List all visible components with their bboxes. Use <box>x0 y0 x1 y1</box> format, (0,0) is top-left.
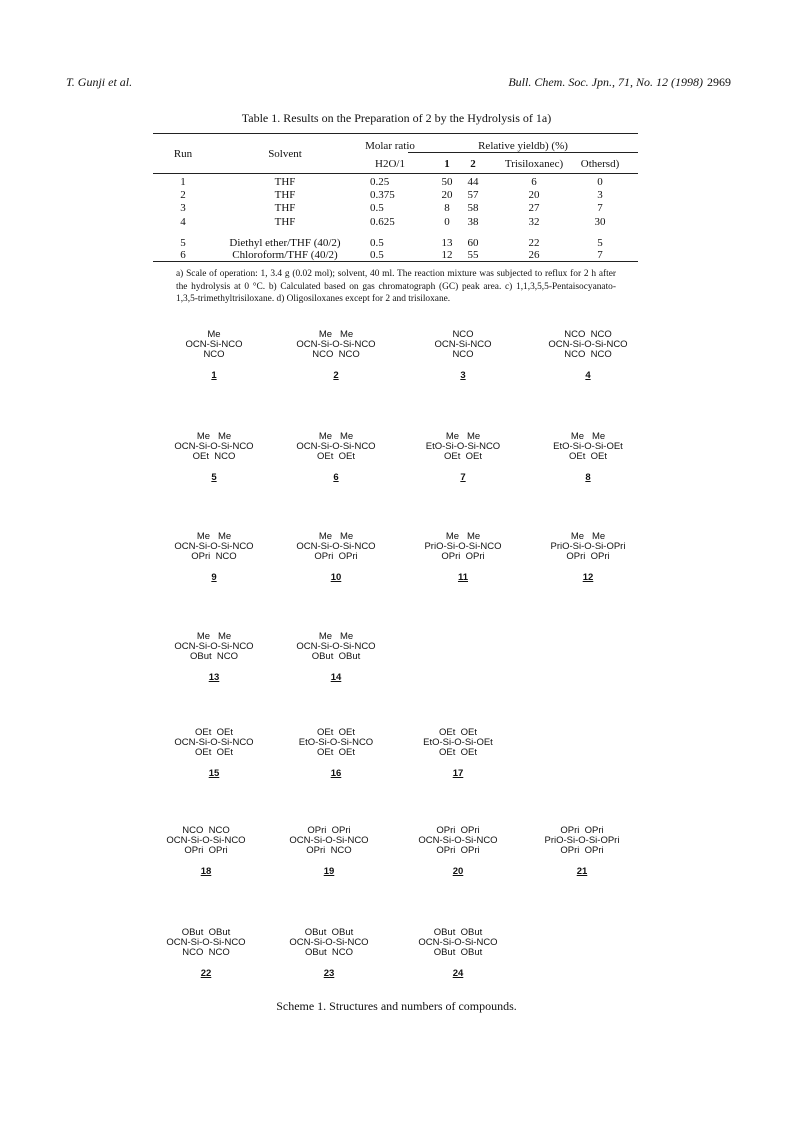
compound-bottom: OEt OEt <box>443 451 482 462</box>
header-journal: Bull. Chem. Soc. Jpn., 71, No. 12 (1998) <box>508 75 703 89</box>
compound-main: OCN-Si-O-Si-NCO <box>296 441 376 452</box>
compound-number: 16 <box>330 768 342 779</box>
compound-bottom: OPri OPri <box>441 551 485 562</box>
compound-top: Me Me <box>318 329 354 340</box>
compound-number: 1 <box>211 370 217 381</box>
compound-number: 6 <box>333 472 339 483</box>
compound-number: 5 <box>211 472 217 483</box>
compound-number: 20 <box>452 866 464 877</box>
cell-others: 7 <box>597 202 603 214</box>
compound-bottom: NCO NCO <box>564 349 612 360</box>
scheme-caption: Scheme 1. Structures and numbers of compounds. <box>276 999 517 1013</box>
compound-bottom: OPri OPri <box>436 845 480 856</box>
cell-ratio: 0.5 <box>370 249 384 261</box>
header-journal-block <box>508 75 731 90</box>
cell-yield-1: 0 <box>444 216 450 228</box>
cell-run: 6 <box>180 249 186 261</box>
header-run: Run <box>173 148 193 160</box>
compound-main: OCN-Si-O-Si-NCO <box>548 339 628 350</box>
cell-ratio: 0.625 <box>370 216 395 228</box>
compound-top: OEt OEt <box>194 727 233 738</box>
compound-main: OCN-Si-NCO <box>185 339 243 350</box>
compound-bottom: NCO <box>452 349 474 360</box>
cell-yield-2: 38 <box>467 216 479 228</box>
compound-main: OCN-Si-O-Si-NCO <box>174 641 254 652</box>
compound-top: OEt OEt <box>438 727 477 738</box>
compound-11 <box>393 532 533 583</box>
cell-solvent: Diethyl ether/THF (40/2) <box>229 237 341 249</box>
compound-14 <box>266 632 406 683</box>
compound-15 <box>144 728 284 779</box>
running-header <box>66 75 731 91</box>
compound-16 <box>266 728 406 779</box>
compound-8 <box>518 432 658 483</box>
cell-trisiloxane: 22 <box>528 237 540 249</box>
compound-main: EtO-Si-O-Si-OEt <box>553 441 623 452</box>
compound-top: NCO <box>452 329 474 340</box>
compound-top: Me Me <box>570 431 606 442</box>
cell-others: 7 <box>597 249 603 261</box>
cell-trisiloxane: 32 <box>528 216 540 228</box>
compound-number: 12 <box>582 572 594 583</box>
compound-2 <box>266 330 406 381</box>
compound-7 <box>393 432 533 483</box>
cell-ratio: 0.25 <box>370 176 390 188</box>
compound-24 <box>388 928 528 979</box>
compound-bottom: NCO NCO <box>312 349 360 360</box>
compound-19 <box>259 826 399 877</box>
compound-top: OBut OBut <box>181 927 231 938</box>
cell-run: 2 <box>180 189 186 201</box>
compound-number: 21 <box>576 866 588 877</box>
compound-top: Me Me <box>445 431 481 442</box>
compound-18 <box>136 826 276 877</box>
compound-number: 8 <box>585 472 591 483</box>
compound-21 <box>512 826 652 877</box>
cell-ratio: 0.375 <box>370 189 395 201</box>
compound-5 <box>144 432 284 483</box>
compound-top: Me Me <box>445 531 481 542</box>
compound-top: Me Me <box>196 531 232 542</box>
compound-9 <box>144 532 284 583</box>
compound-bottom: OPri NCO <box>306 845 352 856</box>
cell-run: 3 <box>180 202 186 214</box>
table-rule-top <box>153 133 638 134</box>
cell-yield-1: 13 <box>441 237 453 249</box>
page-number: 2969 <box>707 75 731 89</box>
compound-number: 23 <box>323 968 335 979</box>
compound-number: 24 <box>452 968 464 979</box>
compound-number: 10 <box>330 572 342 583</box>
compound-main: EtO-Si-O-Si-OEt <box>423 737 493 748</box>
compound-top: NCO NCO <box>182 825 230 836</box>
cell-run: 1 <box>180 176 186 188</box>
cell-trisiloxane: 27 <box>528 202 540 214</box>
compound-main: OCN-Si-O-Si-NCO <box>174 737 254 748</box>
compound-bottom: OPri OPri <box>566 551 610 562</box>
compound-number: 7 <box>460 472 466 483</box>
compound-top: Me <box>207 329 221 340</box>
cell-solvent: THF <box>274 189 296 201</box>
table-rule-bottom <box>153 261 638 262</box>
compound-top: OBut OBut <box>304 927 354 938</box>
compound-top: OBut OBut <box>433 927 483 938</box>
cell-yield-2: 58 <box>467 202 479 214</box>
table-caption: Table 1. Results on the Preparation of 2 by the Hydrolysis of 1a) <box>241 111 552 125</box>
compound-bottom: OPri OPri <box>560 845 604 856</box>
cell-solvent: THF <box>274 216 296 228</box>
cell-trisiloxane: 26 <box>528 249 540 261</box>
compound-top: Me Me <box>196 431 232 442</box>
compound-top: OEt OEt <box>316 727 355 738</box>
compound-main: OCN-Si-O-Si-NCO <box>296 541 376 552</box>
compound-main: OCN-Si-O-Si-NCO <box>289 835 369 846</box>
compound-20 <box>388 826 528 877</box>
compound-number: 9 <box>211 572 217 583</box>
compound-number: 4 <box>585 370 591 381</box>
cell-ratio: 0.5 <box>370 237 384 249</box>
cell-ratio: 0.5 <box>370 202 384 214</box>
cell-trisiloxane: 6 <box>531 176 537 188</box>
compound-main: OCN-Si-O-Si-NCO <box>296 339 376 350</box>
cell-yield-1: 50 <box>441 176 453 188</box>
table-rule-yield <box>408 152 638 153</box>
compound-main: OCN-Si-O-Si-NCO <box>418 937 498 948</box>
header-trisiloxane: Trisiloxanec) <box>504 158 564 170</box>
compound-17 <box>388 728 528 779</box>
table-rule-header <box>153 173 638 174</box>
compound-bottom: OEt OEt <box>316 451 355 462</box>
cell-solvent: THF <box>274 176 296 188</box>
compound-main: OCN-Si-O-Si-NCO <box>418 835 498 846</box>
compound-main: PriO-Si-O-Si-OPri <box>544 835 620 846</box>
cell-yield-1: 8 <box>444 202 450 214</box>
compound-main: OCN-Si-O-Si-NCO <box>174 541 254 552</box>
compound-bottom: OPri OPri <box>314 551 358 562</box>
table-footnote: a) Scale of operation: 1, 3.4 g (0.02 mol); solvent, 40 ml. The reaction mixture was subjected to reflux for 2 h after the hydrolysis at 0 °C. b) Calculated based on gas chromatograph (GC) peak area. c) 1,1,3,5,5-Pentaisocyanato-1,3,5-trimethyltrisiloxane. d) Oligosiloxanes except for 2 and trisiloxane. <box>176 269 616 305</box>
compound-number: 11 <box>457 572 469 583</box>
header-col-1: 1 <box>444 158 450 170</box>
compound-bottom: OEt NCO <box>192 451 236 462</box>
compound-top: Me Me <box>196 631 232 642</box>
compound-main: OCN-Si-O-Si-NCO <box>296 641 376 652</box>
compound-number: 3 <box>460 370 466 381</box>
cell-solvent: THF <box>274 202 296 214</box>
compound-main: OCN-Si-O-Si-NCO <box>166 937 246 948</box>
cell-yield-2: 55 <box>467 249 479 261</box>
cell-yield-2: 44 <box>467 176 479 188</box>
compound-23 <box>259 928 399 979</box>
compound-bottom: OEt OEt <box>194 747 233 758</box>
compound-bottom: OEt OEt <box>568 451 607 462</box>
compound-bottom: OPri OPri <box>184 845 228 856</box>
compound-3 <box>393 330 533 381</box>
compound-bottom: OBut NCO <box>189 651 239 662</box>
compound-main: EtO-Si-O-Si-NCO <box>298 737 374 748</box>
cell-run: 4 <box>180 216 186 228</box>
compound-bottom: OEt OEt <box>316 747 355 758</box>
header-authors: T. Gunji et al. <box>66 75 133 89</box>
compound-main: OCN-Si-O-Si-NCO <box>289 937 369 948</box>
compound-bottom: OEt OEt <box>438 747 477 758</box>
compound-main: OCN-Si-O-Si-NCO <box>174 441 254 452</box>
compound-number: 13 <box>208 672 220 683</box>
compound-top: Me Me <box>318 531 354 542</box>
compound-bottom: OBut OBut <box>311 651 361 662</box>
cell-yield-2: 57 <box>467 189 479 201</box>
compound-main: EtO-Si-O-Si-NCO <box>425 441 501 452</box>
compound-12 <box>518 532 658 583</box>
cell-trisiloxane: 20 <box>528 189 540 201</box>
cell-run: 5 <box>180 237 186 249</box>
compound-top: Me Me <box>318 431 354 442</box>
cell-yield-1: 12 <box>441 249 453 261</box>
compound-bottom: NCO NCO <box>182 947 230 958</box>
compound-number: 14 <box>330 672 342 683</box>
compound-number: 2 <box>333 370 339 381</box>
compound-22 <box>136 928 276 979</box>
compound-4 <box>518 330 658 381</box>
cell-others: 30 <box>594 216 606 228</box>
compound-bottom: OPri NCO <box>191 551 237 562</box>
compound-main: OCN-Si-NCO <box>434 339 492 350</box>
compound-top: OPri OPri <box>436 825 480 836</box>
header-solvent: Solvent <box>268 148 302 160</box>
cell-solvent: Chloroform/THF (40/2) <box>232 249 338 261</box>
header-h2o-ratio: H2O/1 <box>375 158 405 170</box>
compound-main: OCN-Si-O-Si-NCO <box>166 835 246 846</box>
compound-top: NCO NCO <box>564 329 612 340</box>
compound-number: 22 <box>200 968 212 979</box>
cell-others: 5 <box>597 237 603 249</box>
compound-6 <box>266 432 406 483</box>
cell-others: 3 <box>597 189 603 201</box>
cell-yield-2: 60 <box>467 237 479 249</box>
compound-top: OPri OPri <box>560 825 604 836</box>
compound-13 <box>144 632 284 683</box>
compound-number: 18 <box>200 866 212 877</box>
compound-number: 17 <box>452 768 464 779</box>
compound-top: Me Me <box>570 531 606 542</box>
compound-number: 15 <box>208 768 220 779</box>
cell-yield-1: 20 <box>441 189 453 201</box>
header-molar-ratio: Molar ratio <box>365 140 415 152</box>
compound-bottom: OBut NCO <box>304 947 354 958</box>
header-col-2: 2 <box>470 158 476 170</box>
compound-1 <box>144 330 284 381</box>
compound-bottom: OBut OBut <box>433 947 483 958</box>
compound-main: PriO-Si-O-Si-OPri <box>550 541 626 552</box>
compound-number: 19 <box>323 866 335 877</box>
header-relative-yield: Relative yieldb) (%) <box>478 140 568 152</box>
cell-others: 0 <box>597 176 603 188</box>
compound-10 <box>266 532 406 583</box>
compound-top: OPri OPri <box>307 825 351 836</box>
compound-main: PriO-Si-O-Si-NCO <box>424 541 502 552</box>
compound-top: Me Me <box>318 631 354 642</box>
header-others: Othersd) <box>580 158 620 170</box>
compound-bottom: NCO <box>203 349 225 360</box>
